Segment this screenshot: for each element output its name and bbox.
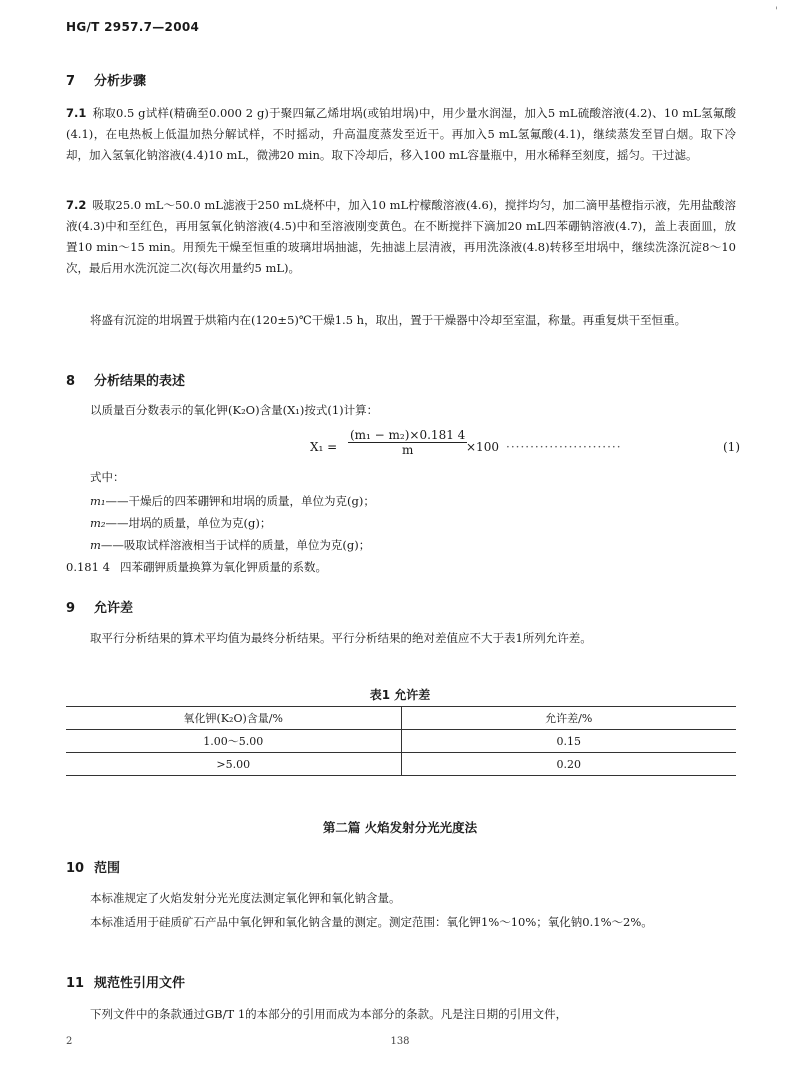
section-number: 11 [66,976,85,991]
section-number: 8 [66,374,76,389]
definition-text: 四苯硼钾质量换算为氧化钾质量的系数。 [120,560,327,574]
paragraph-7-1 [66,103,736,166]
table-row [66,753,736,776]
standard-number: HG/T 2957.7—2004 [66,20,200,34]
formula-denominator: m [348,442,467,457]
section-number: 9 [66,601,76,616]
section-10-heading [66,857,120,876]
part-2-title: 第二篇 火焰发射分光光度法 [322,820,478,835]
section-7-heading [66,70,146,89]
definition-text: ——坩埚的质量，单位为克(g)； [105,516,272,530]
definition-item [90,492,740,511]
cell-content-range: 1.00～5.00 [66,730,401,753]
definition-text: ——干燥后的四苯硼钾和坩埚的质量，单位为克(g)； [105,494,375,508]
formula-multiplier: ×100 [466,440,499,454]
definition-symbol: m₂ [90,516,106,530]
section-title: 允许差 [94,601,134,616]
definition-text: ——吸取试样溶液相当于试样的质量，单位为克(g)； [100,538,371,552]
footer-page-marker: 2 [66,1036,73,1047]
clause-text: 吸取25.0 mL～50.0 mL滤液于250 mL烧杯中，加入10 mL柠檬酸溶液(4.6)，搅拌均匀，加二滴甲基橙指示液，先用盐酸溶液(4.3)中和至红色，再用氢氧化钠溶液(4.5)中和至溶液刚变黄色。在不断搅拌下滴加20 mL四苯硼钠溶液(4.7)，盖上表面皿，放置10 min～15 min。用预先干燥至恒重的玻璃坩埚抽滤，先抽滤上层清液，再用洗涤液(4.8)转移至坩埚中，继续洗涤沉淀8～10次，最后用水洗沉淀二次(每次用量约5 mL)。 [66,198,736,275]
symbol-definitions [90,468,740,487]
paragraph-11: 下列文件中的条款通过GB/T 1的本部分的引用而成为本部分的条款。凡是注日期的引用文件， [90,1007,568,1021]
definition-item [66,558,736,577]
paragraph-10-scope: 本标准规定了火焰发射分光光度法测定氧化钾和氧化钠含量。 [90,891,401,905]
paragraph-7-3: 将盛有沉淀的坩埚置于烘箱内在(120±5)℃干燥1.5 h，取出，置于干燥器中冷却至室温，称量。再重复烘干至恒重。 [90,313,687,327]
clause-text: 称取0.5 g试样(精确至0.000 2 g)于聚四氟乙烯坩埚(或铂坩埚)中，用少量水润湿，加入5 mL硫酸溶液(4.2)、10 mL氢氟酸(4.1)，在电热板上低温加热分解试样，不时摇动，升高温度蒸发至近干。再加入5 mL氢氟酸(4.1)，继续蒸发至冒白烟。取下冷却，加入氢氧化钠溶液(4.4)10 mL，微沸20 min。取下冷却后，移入100 mL容量瓶中，用水稀释至刻度，摇匀。干过滤。 [66,106,736,162]
cell-content-range: >5.00 [66,753,401,776]
section-title: 分析结果的表述 [94,374,186,389]
table-1-title: 表1 允许差 [369,688,431,702]
section-title: 分析步骤 [94,74,147,89]
result-intro: 以质量百分数表示的氧化钾(K₂O)含量(X₁)按式(1)计算： [90,403,379,417]
tolerance-table [66,706,736,776]
section-number: 7 [66,74,76,89]
paragraph-9: 取平行分析结果的算术平均值为最终分析结果。平行分析结果的绝对差值应不大于表1所列允许差。 [90,631,592,645]
definition-item [90,514,740,533]
definition-symbol: m₁ [90,494,106,508]
formula-fraction [348,428,467,457]
section-11-heading [66,972,185,991]
formula-1 [310,428,740,468]
definition-symbol: m [90,538,101,552]
column-header-content: 氧化钾(K₂O)含量/% [66,707,401,730]
definition-item [90,536,740,555]
formula-numerator: (m₁ − m₂)×0.181 4 [350,428,466,442]
section-number: 10 [66,861,85,876]
column-header-tolerance: 允许差/% [401,707,736,730]
clause-number: 7.1 [66,106,87,120]
table-header-row [66,707,736,730]
definition-symbol: 0.181 4 [66,560,110,574]
paragraph-10-applicability: 本标准适用于硅质矿石产品中氧化钾和氧化钠含量的测定。测定范围：氧化钾1%～10%；氧化钠0.1%～2%。 [90,915,653,929]
section-8-heading [66,370,185,389]
paragraph-7-2 [66,195,736,279]
section-9-heading [66,597,133,616]
formula-lhs: X₁ = [310,440,338,454]
cell-tolerance: 0.15 [401,730,736,753]
cell-tolerance: 0.20 [401,753,736,776]
section-title: 范围 [94,861,121,876]
corner-mark: ' [775,6,778,17]
clause-number: 7.2 [66,198,87,212]
footer-page-number: 138 [390,1036,410,1047]
section-title: 规范性引用文件 [94,976,186,991]
formula-leader-dots: ························ [506,440,622,454]
definitions-intro: 式中： [90,470,125,484]
formula-label: (1) [723,440,740,454]
table-row [66,730,736,753]
